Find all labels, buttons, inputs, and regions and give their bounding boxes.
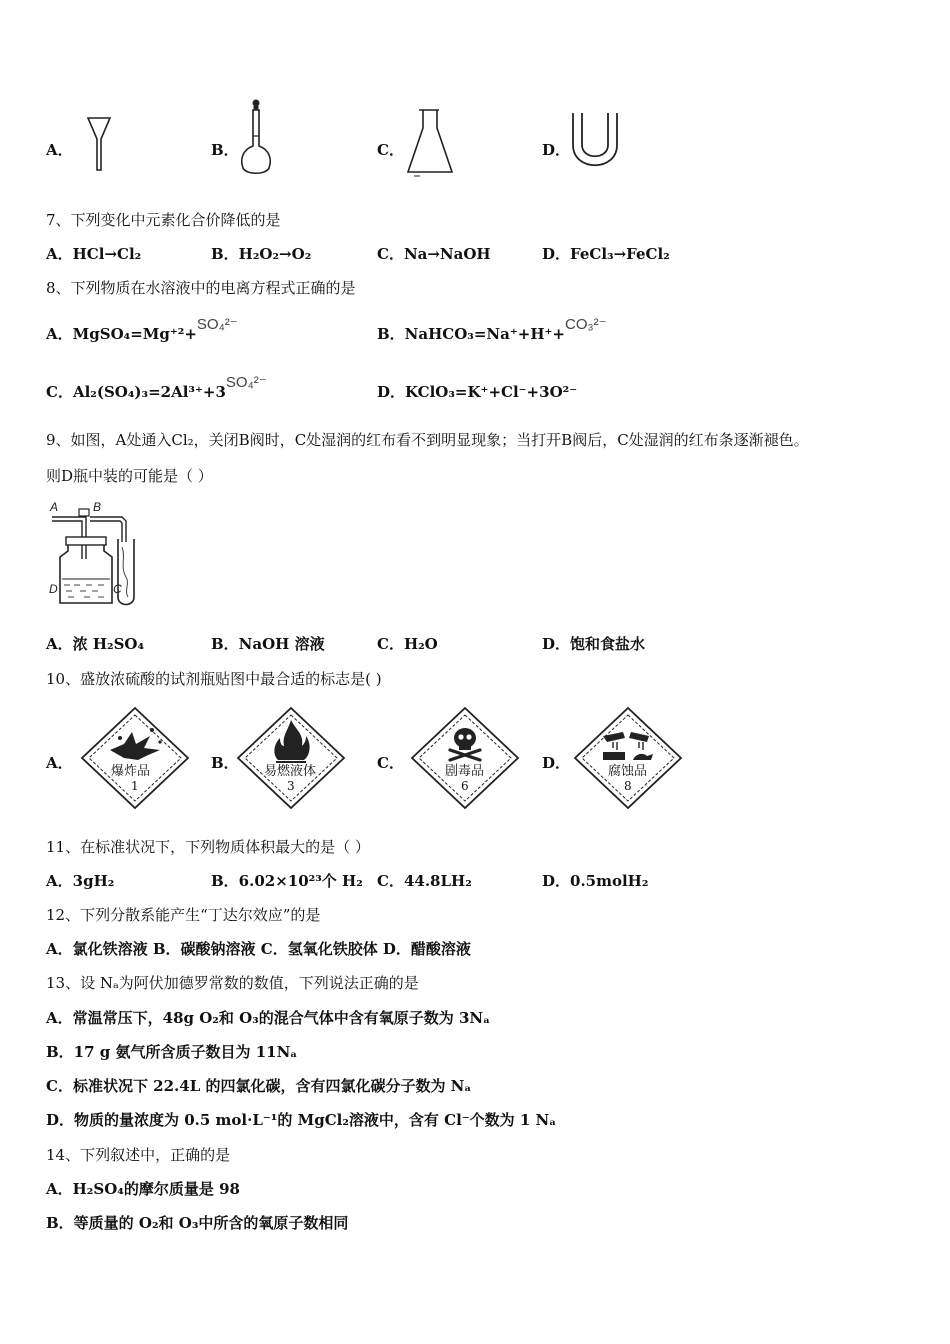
q14-stem: 14、下列叙述中，正确的是 (46, 1146, 231, 1164)
volumetric-flask-icon (238, 98, 274, 178)
q8-option-b (377, 316, 607, 345)
q9-option-b: B．NaOH 溶液 (211, 635, 325, 653)
q13-option-a: A．常温常压下，48g O₂和 O₃的混合气体中含有氧原子数为 3Nₐ (46, 1009, 491, 1027)
q10-stem: 10、盛放浓硫酸的试剂瓶贴图中最合适的标志是( ) (46, 670, 382, 688)
q13-option-d: D．物质的量浓度为 0.5 mol·L⁻¹的 MgCl₂溶液中，含有 Cl⁻个数为 1 Nₐ (46, 1111, 557, 1129)
q11-option-c: C．44.8LH₂ (377, 872, 472, 890)
q9-label-d: D (49, 582, 58, 596)
q10-option-a: A． (46, 754, 73, 772)
q7-option-b: B．H₂O₂→O₂ (211, 245, 312, 263)
q9-label-c: C (113, 582, 122, 596)
flame-icon (236, 706, 346, 810)
q8-option-c (46, 374, 267, 403)
q8-option-a (46, 316, 238, 345)
q8-option-b-ion: CO₃²⁻ (565, 316, 607, 333)
q6-option-d: D． (542, 141, 571, 159)
q10-option-c-num: 6 (461, 779, 469, 793)
q12-options: A．氯化铁溶液 B．碳酸钠溶液 C．氢氧化铁胶体 D．醋酸溶液 (46, 940, 471, 958)
u-tube-icon (570, 110, 620, 172)
q9-label-a: A (50, 500, 59, 514)
q10-option-d-num: 8 (624, 779, 632, 793)
q9-option-c: C．H₂O (377, 635, 438, 653)
q8-option-a-text: A．MgSO₄=Mg⁺²+ (46, 325, 197, 343)
q12-stem: 12、下列分散系能产生“丁达尔效应”的是 (46, 906, 321, 924)
q10-option-d: D． (542, 754, 571, 772)
q9-label-b: B (93, 500, 102, 514)
q9-stem-line2: 则D瓶中装的可能是（ ） (46, 467, 213, 485)
q11-stem: 11、在标准状况下，下列物质体积最大的是（ ） (46, 838, 370, 856)
skull-icon (410, 706, 520, 810)
q13-stem: 13、设 Nₐ为阿伏加德罗常数的数值，下列说法正确的是 (46, 974, 419, 992)
q6-option-b: B． (211, 141, 239, 159)
q10-option-b-label: 易燃液体 (264, 764, 317, 779)
conical-flask-icon (404, 106, 456, 178)
q6-option-a: A． (46, 141, 73, 159)
q8-option-c-ion: SO₄²⁻ (225, 374, 267, 391)
q10-option-c-label: 剧毒品 (445, 764, 485, 779)
q9-stem-line1: 9、如图，A处通入Cl₂，关闭B阀时，C处湿润的红布看不到明显现象；当打开B阀后，C处湿润的红布条逐渐褪色。 (46, 431, 809, 449)
q10-option-a-num: 1 (131, 779, 139, 793)
q10-option-c: C． (377, 754, 404, 772)
q7-option-a: A．HCl→Cl₂ (46, 245, 142, 263)
q9-option-d: D．饱和食盐水 (542, 635, 646, 653)
funnel-icon (86, 115, 112, 175)
q9-option-a: A．浓 H₂SO₄ (46, 635, 145, 653)
explosive-icon (80, 706, 190, 810)
q8-stem: 8、下列物质在水溶液中的电离方程式正确的是 (46, 279, 356, 297)
q8-option-d: D．KClO₃=K⁺+Cl⁻+3O²⁻ (377, 383, 578, 401)
q10-option-b-num: 3 (287, 779, 295, 793)
q13-option-b: B．17 g 氨气所含质子数目为 11Nₐ (46, 1043, 298, 1061)
q7-option-d: D．FeCl₃→FeCl₂ (542, 245, 670, 263)
q11-option-a: A．3gH₂ (46, 872, 115, 890)
q7-stem: 7、下列变化中元素化合价降低的是 (46, 211, 281, 229)
q10-option-a-label: 爆炸品 (111, 764, 151, 779)
q13-option-c: C．标准状况下 22.4L 的四氯化碳，含有四氯化碳分子数为 Nₐ (46, 1077, 472, 1095)
q8-option-c-text: C．Al₂(SO₄)₃=2Al³⁺+3 (46, 383, 226, 401)
q11-option-b: B．6.02×10²³个 H₂ (211, 872, 363, 890)
q14-option-b: B．等质量的 O₂和 O₃中所含的氧原子数相同 (46, 1214, 349, 1232)
q10-option-d-label: 腐蚀品 (608, 764, 648, 779)
q8-option-a-ion: SO₄²⁻ (196, 316, 238, 333)
corrosive-icon (573, 706, 683, 810)
q14-option-a: A．H₂SO₄的摩尔质量是 98 (46, 1180, 240, 1198)
q11-option-d: D．0.5molH₂ (542, 872, 649, 890)
q10-option-b: B． (211, 754, 239, 772)
q8-option-b-text: B．NaHCO₃=Na⁺+H⁺+ (377, 325, 565, 343)
q7-option-c: C．Na→NaOH (377, 245, 491, 263)
q6-option-c: C． (377, 141, 404, 159)
